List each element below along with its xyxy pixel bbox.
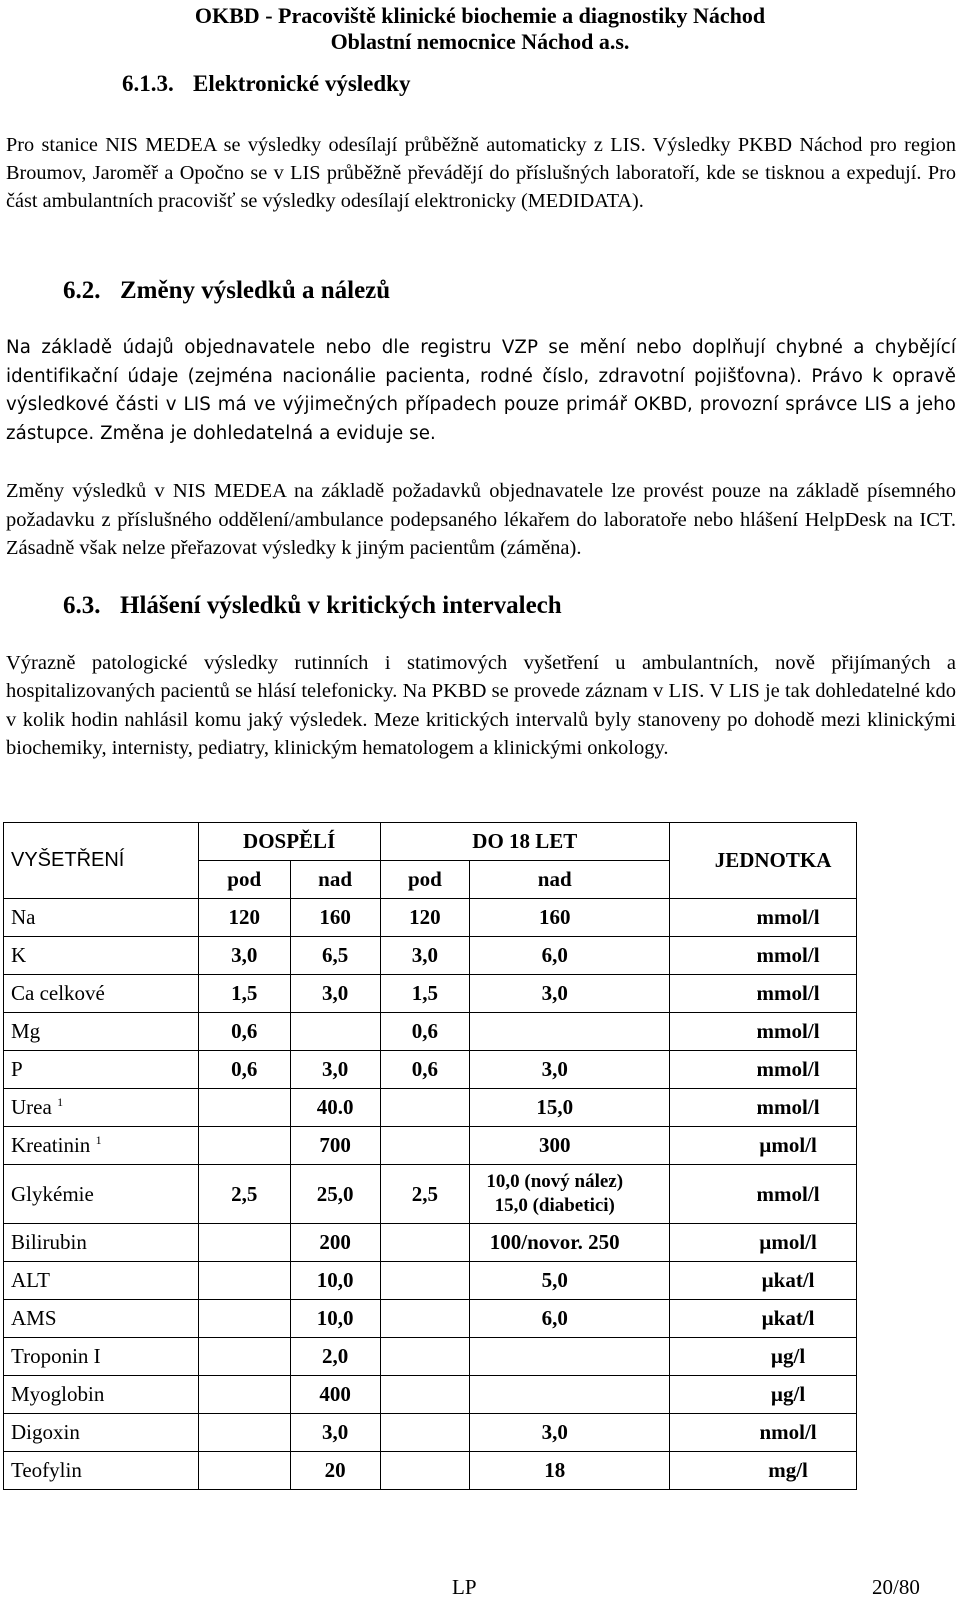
adult-high-value: 40.0	[290, 1089, 380, 1127]
test-name-text: K	[11, 943, 27, 967]
child-low-value: 2,5	[380, 1165, 470, 1224]
child-high-value: 15,0	[470, 1089, 670, 1127]
page-number: 20/80	[872, 1575, 920, 1599]
test-name-text: AMS	[11, 1306, 57, 1330]
child-high-value	[470, 1338, 670, 1376]
test-name-text: Ca celkové	[11, 981, 105, 1005]
header-adults: DOSPĚLÍ	[198, 823, 380, 861]
unit-value: mmol/l	[670, 975, 857, 1013]
header-line-2: Oblastní nemocnice Náchod a.s.	[330, 29, 630, 54]
child-low-value	[380, 1300, 470, 1338]
test-name-text: Urea	[11, 1095, 52, 1119]
test-name-text: Myoglobin	[11, 1382, 105, 1406]
adult-low-value	[198, 1089, 290, 1127]
child-low-value	[380, 1224, 470, 1262]
adult-low-value: 2,5	[198, 1165, 290, 1224]
adult-low-value	[198, 1452, 290, 1490]
section-613-number: 6.1.3.	[122, 71, 174, 96]
child-low-value	[380, 1414, 470, 1452]
table-row	[4, 1089, 857, 1127]
section-62-text: Na základě údajů objednavatele nebo dle registru VZP se mění nebo doplňují chybné a chybějící identifikační údaje (zejména nacionálie pacienta, rodné číslo, zdravotní pojišťovna). Právo k opravě výsledkové části v LIS má ve výjimečných případech pouze primář OKBD, provozní správce LIS a jeho zástupce. Změna je dohledatelná a eviduje se.	[6, 337, 956, 444]
section-63-title: Hlášení výsledků v kritických intervalech	[120, 592, 562, 619]
table-row	[4, 1338, 857, 1376]
test-name	[4, 1414, 199, 1452]
adult-low-value	[198, 1376, 290, 1414]
table-row	[4, 1452, 857, 1490]
section-62-title: Změny výsledků a nálezů	[120, 277, 391, 304]
test-name-text: ALT	[11, 1268, 50, 1292]
child-high-value: 6,0	[470, 1300, 670, 1338]
adult-high-value: 2,0	[290, 1338, 380, 1376]
unit-value: mmol/l	[670, 1013, 857, 1051]
header-adult-low: pod	[198, 861, 290, 899]
unit-value: µkat/l	[670, 1262, 857, 1300]
unit-value: nmol/l	[670, 1414, 857, 1452]
child-low-value: 0,6	[380, 1051, 470, 1089]
test-name	[4, 1051, 199, 1089]
adult-high-value: 3,0	[290, 1051, 380, 1089]
table-row	[4, 1262, 857, 1300]
test-name	[4, 1127, 199, 1165]
adult-low-value	[198, 1224, 290, 1262]
footnote-marker: 1	[95, 1133, 102, 1147]
header-unit: JEDNOTKA	[670, 823, 857, 899]
test-name-text: Bilirubin	[11, 1230, 87, 1254]
child-high-value: 6,0	[470, 937, 670, 975]
header-line-1: OKBD - Pracoviště klinické biochemie a diagnostiky Náchod	[194, 3, 766, 28]
adult-low-value: 0,6	[198, 1013, 290, 1051]
child-high-value: 3,0	[470, 1414, 670, 1452]
adult-high-value: 25,0	[290, 1165, 380, 1224]
test-name	[4, 1224, 199, 1262]
child-low-value: 1,5	[380, 975, 470, 1013]
section-62-text-2	[6, 477, 956, 563]
table-row	[4, 1376, 857, 1414]
table-row	[4, 937, 857, 975]
table-row	[4, 1300, 857, 1338]
table-row	[4, 1165, 857, 1224]
test-name	[4, 1300, 199, 1338]
child-low-value	[380, 1262, 470, 1300]
child-low-value: 3,0	[380, 937, 470, 975]
child-low-value	[380, 1452, 470, 1490]
adult-low-value	[198, 1262, 290, 1300]
unit-value: mmol/l	[670, 899, 857, 937]
test-name	[4, 1338, 199, 1376]
test-name-text: P	[11, 1057, 23, 1081]
unit-value: mg/l	[670, 1452, 857, 1490]
adult-low-value: 0,6	[198, 1051, 290, 1089]
test-name-text: Troponin I	[11, 1344, 101, 1368]
child-high-value-line-2: 15,0 (diabetici)	[494, 1195, 615, 1216]
test-name	[4, 975, 199, 1013]
table-row	[4, 1127, 857, 1165]
unit-value: mmol/l	[670, 1051, 857, 1089]
test-name-text: Digoxin	[11, 1420, 80, 1444]
adult-high-value: 160	[290, 899, 380, 937]
adult-high-value: 200	[290, 1224, 380, 1262]
test-name	[4, 1262, 199, 1300]
child-low-value	[380, 1376, 470, 1414]
unit-value: mmol/l	[670, 1089, 857, 1127]
child-low-value	[380, 1127, 470, 1165]
table-row	[4, 899, 857, 937]
adult-high-value	[290, 1013, 380, 1051]
section-62-number: 6.2.	[63, 277, 101, 304]
child-high-value: 100/novor. 250	[470, 1224, 670, 1262]
adult-low-value	[198, 1338, 290, 1376]
test-name	[4, 1452, 199, 1490]
test-name	[4, 1089, 199, 1127]
test-name	[4, 937, 199, 975]
child-high-value: 160	[470, 899, 670, 937]
child-low-value: 120	[380, 899, 470, 937]
unit-value: µmol/l	[670, 1224, 857, 1262]
header-child-low: pod	[380, 861, 470, 899]
section-62-text-serif: Změny výsledků v NIS MEDEA na základě požadavků objednavatele lze provést pouze na základě písemného požadavku z příslušného oddělení/ambulance podepsaného lékařem do laboratoře nebo hlášení HelpDesk na ICT. Zásadně však nelze přeřazovat výsledky k jiným pacientům (záměna).	[6, 480, 956, 560]
test-name	[4, 1013, 199, 1051]
child-high-value: 3,0	[470, 1051, 670, 1089]
footnote-marker: 1	[57, 1095, 64, 1109]
adult-high-value: 6,5	[290, 937, 380, 975]
footer-center: LP	[452, 1575, 477, 1599]
adult-high-value: 3,0	[290, 975, 380, 1013]
section-613-text: Pro stanice NIS MEDEA se výsledky odesílají průběžně automaticky z LIS. Výsledky PKBD Náchod pro region Broumov, Jaroměř a Opočno se v LIS průběžně převádějí do příslušných laboratoří, kde se tisknou a expedují. Pro část ambulantních pracovišť se výsledky odesílají elektronicky (MEDIDATA).	[6, 134, 956, 212]
child-high-value: 3,0	[470, 975, 670, 1013]
table-row	[4, 1224, 857, 1262]
unit-value: µkat/l	[670, 1300, 857, 1338]
test-name	[4, 1165, 199, 1224]
section-63-text: Výrazně patologické výsledky rutinních i statimových vyšetření u ambulantních, nově přijímaných a hospitalizovaných pacientů se hlásí telefonicky. Na PKBD se provede záznam v LIS. V LIS je tak dohledatelné kdo v kolik hodin nahlásil komu jaký výsledek. Meze kritických intervalů byly stanoveny po dohodě mezi klinickými biochemiky, internisty, pediatry, klinickým hematologem a klinickými onkology.	[6, 652, 956, 759]
unit-value: µg/l	[670, 1338, 857, 1376]
header-adult-high: nad	[290, 861, 380, 899]
test-name-text: Glykémie	[11, 1181, 94, 1206]
section-63-number: 6.3.	[63, 592, 101, 619]
child-high-value	[470, 1165, 670, 1224]
child-high-value-line-1: 10,0 (nový nález)	[486, 1171, 624, 1192]
child-high-value: 300	[470, 1127, 670, 1165]
table-row	[4, 1013, 857, 1051]
test-name	[4, 1376, 199, 1414]
adult-high-value: 10,0	[290, 1300, 380, 1338]
section-613-title: Elektronické výsledky	[193, 71, 411, 96]
critical-values-table	[3, 822, 857, 1490]
test-name	[4, 899, 199, 937]
table-row	[4, 1051, 857, 1089]
unit-value: mmol/l	[670, 1165, 857, 1224]
table-row	[4, 975, 857, 1013]
child-low-value	[380, 1338, 470, 1376]
adult-low-value	[198, 1127, 290, 1165]
child-high-value: 18	[470, 1452, 670, 1490]
adult-low-value	[198, 1300, 290, 1338]
child-low-value	[380, 1089, 470, 1127]
adult-high-value: 400	[290, 1376, 380, 1414]
table-row	[4, 1414, 857, 1452]
adult-low-value	[198, 1414, 290, 1452]
unit-value: µg/l	[670, 1376, 857, 1414]
test-name-text: Teofylin	[11, 1458, 82, 1482]
adult-high-value: 10,0	[290, 1262, 380, 1300]
unit-value: mmol/l	[670, 937, 857, 975]
adult-low-value: 120	[198, 899, 290, 937]
child-high-value	[470, 1013, 670, 1051]
adult-high-value: 20	[290, 1452, 380, 1490]
test-name-text: Mg	[11, 1019, 41, 1043]
child-high-value: 5,0	[470, 1262, 670, 1300]
test-name-text: Kreatinin	[11, 1133, 91, 1157]
header-under-18: DO 18 LET	[380, 823, 670, 861]
child-high-value	[470, 1376, 670, 1414]
header-child-high: nad	[470, 861, 670, 899]
adult-low-value: 1,5	[198, 975, 290, 1013]
adult-high-value: 3,0	[290, 1414, 380, 1452]
header-test: VYŠETŘENÍ	[4, 823, 199, 899]
test-name-text: Na	[11, 905, 36, 929]
adult-high-value: 700	[290, 1127, 380, 1165]
child-low-value: 0,6	[380, 1013, 470, 1051]
unit-value: µmol/l	[670, 1127, 857, 1165]
adult-low-value: 3,0	[198, 937, 290, 975]
